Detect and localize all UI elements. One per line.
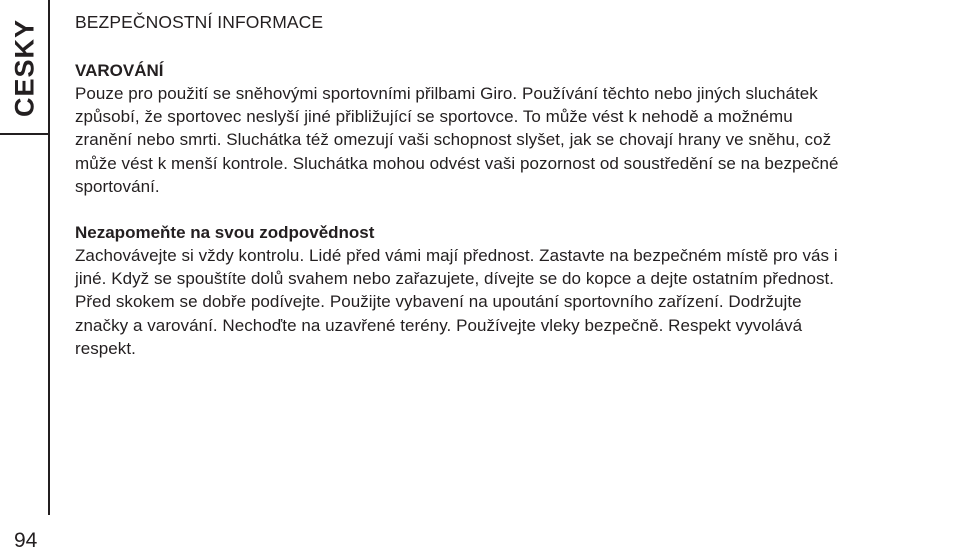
warning-paragraph <box>75 82 955 198</box>
paragraph-line: respekt. <box>75 338 136 358</box>
paragraph-line: Zachovávejte si vždy kontrolu. Lidé před vámi mají přednost. Zastavte na bezpečném místě pro vás i <box>75 246 838 266</box>
responsibility-heading: Nezapomeňte na svou zodpovědnost <box>75 223 375 243</box>
paragraph-line: způsobí, že sportovec neslyší jiné přibližující se sportovce. To může vést k nehodě a možnému <box>75 107 793 127</box>
paragraph-line: zranění nebo smrti. Sluchátka též omezují vaši schopnost slyšet, jak se chovají hrany ve sněhu, což <box>75 130 832 150</box>
paragraph-line: jiné. Když se spouštíte dolů svahem nebo zařazujete, dívejte se do kopce a dejte ostatním přednost. <box>75 269 835 289</box>
warning-heading: VAROVÁNÍ <box>75 61 164 80</box>
document-body <box>75 11 955 360</box>
side-divider <box>48 135 50 515</box>
paragraph-line: sportování. <box>75 176 160 196</box>
language-tab <box>0 0 50 135</box>
responsibility-paragraph <box>75 244 955 360</box>
language-label: CESKY <box>9 18 40 118</box>
page-number: 94 <box>14 529 38 552</box>
paragraph-line: značky a varování. Nechoďte na uzavřené terény. Používejte vleky bezpečně. Respekt vyvolává <box>75 315 803 335</box>
page-title: BEZPEČNOSTNÍ INFORMACE <box>75 12 324 32</box>
paragraph-line: může vést k menší kontrole. Sluchátka mohou odvést vaši pozornost od soustředění se na bezpečné <box>75 153 839 173</box>
paragraph-line: Před skokem se dobře podívejte. Použijte vybavení na upoutání sportovního zařízení. Dodržujte <box>75 292 802 312</box>
paragraph-line: Pouze pro použití se sněhovými sportovními přilbami Giro. Používání těchto nebo jiných sluchátek <box>75 84 818 103</box>
